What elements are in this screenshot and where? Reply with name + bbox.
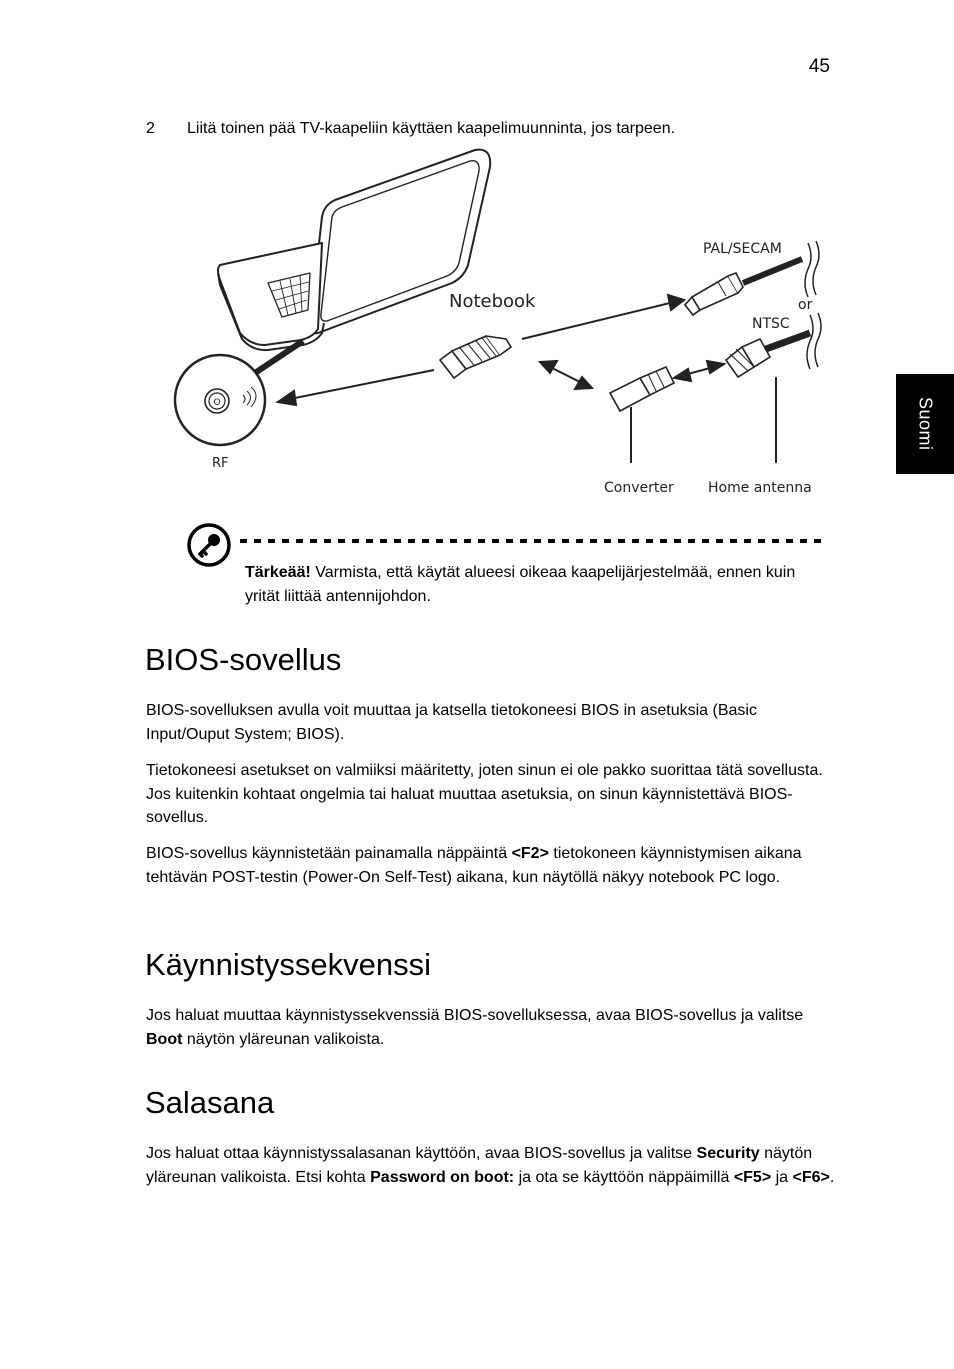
ntsc-label: NTSC xyxy=(752,316,790,332)
tv-cable-diagram xyxy=(170,145,840,505)
page-number: 45 xyxy=(808,56,830,77)
bios-paragraph-2: Tietokoneesi asetukset on valmiiksi määritetty, joten sinun ei ole pakko suorittaa tätä sovellusta. Jos kuitenkin kohtaat ongelmia tai haluat muuttaa asetuksia, on sinun käynnistettävä BIOS-sovellus. xyxy=(146,762,823,826)
password-paragraph: Jos haluat ottaa käynnistyssalasanan käyttöön, avaa BIOS-sovellus ja valitse Security näytön yläreunan valikoista. Etsi kohta Password on boot: ja ota se käyttöön näppäimillä <F5> ja <F6>. xyxy=(146,1145,835,1186)
language-tab xyxy=(896,374,954,474)
note-label: Tärkeää! xyxy=(245,564,311,581)
f2-key: <F2> xyxy=(511,845,549,862)
notebook-label: Notebook xyxy=(449,291,536,312)
note-body: Varmista, että käytät alueesi oikeaa kaapelijärjestelmää, ennen kuin yrität liittää antennijohdon. xyxy=(245,564,796,605)
home-antenna-label: Home antenna xyxy=(708,480,812,496)
security-menu-name: Security xyxy=(696,1145,760,1162)
boot-paragraph: Jos haluat muuttaa käynnistyssekvenssiä BIOS-sovelluksessa, avaa BIOS-sovellus ja valitse Boot näytön yläreunan valikoista. xyxy=(146,1007,804,1048)
rf-label: RF xyxy=(212,456,229,471)
svg-text:O: O xyxy=(213,398,221,408)
language-tab-label: Suomi xyxy=(915,397,936,451)
pal-plug-icon xyxy=(685,273,743,315)
key-icon xyxy=(185,521,233,569)
bios-paragraph-1: BIOS-sovelluksen avulla voit muuttaa ja katsella tietokoneesi BIOS in asetuksia (Basic Input/Ouput System; BIOS). xyxy=(146,702,757,743)
password-heading: Salasana xyxy=(145,1085,275,1120)
step-number: 2 xyxy=(146,120,155,137)
boot-menu-name: Boot xyxy=(146,1030,183,1048)
f6-key: <F6> xyxy=(792,1168,830,1186)
step-text: Liitä toinen pää TV-kaapeliin käyttäen kaapelimuunninta, jos tarpeen. xyxy=(187,120,676,137)
notebook-illustration xyxy=(218,150,490,350)
bios-heading: BIOS-sovellus xyxy=(145,642,342,677)
rf-port-callout xyxy=(175,355,265,445)
converter-icon xyxy=(610,367,674,411)
or-label: or xyxy=(798,297,813,313)
important-note xyxy=(245,561,805,609)
pal-secam-label: PAL/SECAM xyxy=(703,241,782,257)
bios-paragraph-3: BIOS-sovellus käynnistetään painamalla näppäintä <F2> tietokoneen käynnistymisen aikana tehtävän POST-testin (Power-On Self-Test) aikana, kun näytöllä näkyy notebook PC logo. xyxy=(146,845,802,886)
boot-sequence-heading: Käynnistyssekvenssi xyxy=(145,947,432,982)
converter-label: Converter xyxy=(604,480,674,496)
password-on-boot-item: Password on boot: xyxy=(370,1168,515,1186)
coax-plug-icon xyxy=(440,336,511,378)
f5-key: <F5> xyxy=(733,1168,772,1186)
note-divider xyxy=(240,538,826,544)
ntsc-plug-icon xyxy=(726,339,770,377)
